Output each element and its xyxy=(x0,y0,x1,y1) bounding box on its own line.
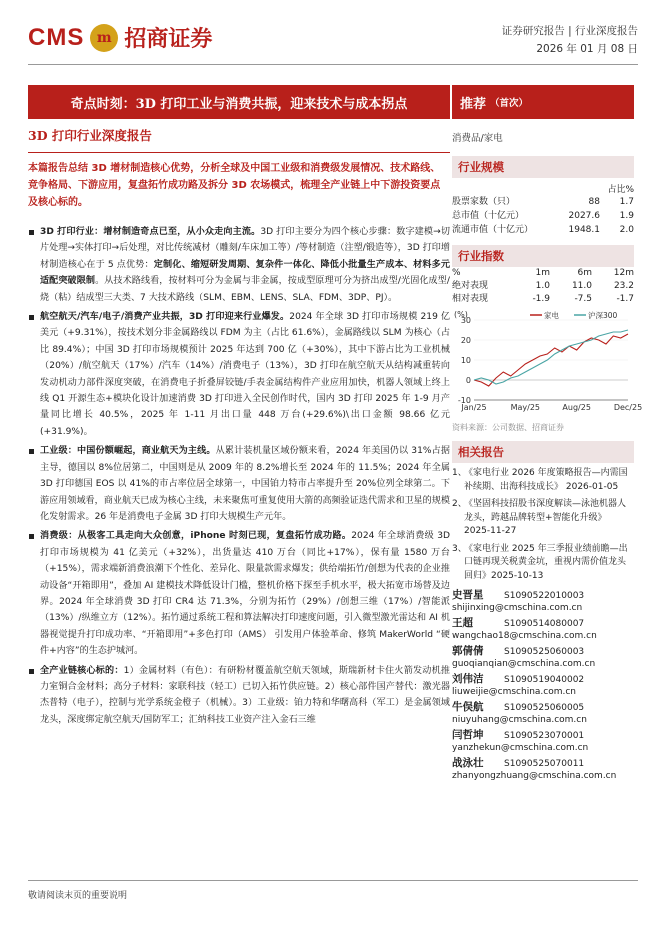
x-tick-label: Jan/25 xyxy=(461,403,487,412)
key-point-text: 1）金属材料（有色）：有研粉材覆盖航空航天领域，斯瑞新材卡住火箭发动机推力室铜合金材料；高分子材料：家联科技（轻工）已切入拓竹供应链。2）核心部件国产替代：激光器杰普特（电子），控制与光学系统金橙子（机械）。3）工业级：铂力特和华曙高科（军工）是金属领域龙头，深度绑定航空航天/国防军工；汇纳科技工业资产注入金石三维 xyxy=(40,665,450,725)
footer-divider xyxy=(28,880,638,881)
scale-value: 1948.1 xyxy=(568,225,600,235)
related-report-item[interactable]: 2、 《坚固科技招股书深度解读—泳池机器人龙头，跨越品牌转型+智能化升级》 2025-11-27 xyxy=(452,498,634,539)
key-point-text: 2024 年全球 3D 打印市场规模 219 亿美元（+9.31%），按技术划分非金属路线以 FDM 为主（占比 61.6%），金属路线以 SLM 为核心（占比 89.4%）；中国 3D 打印市场规模预计 2025 年达到 700 亿（+30%），其中下游占比为工业机械（20%）/航空航天（17%）/汽车（14%）/消费电子（13%），3D 打印在航空航天从结构减重转向发动机动力部件深度突破，在消费电子折叠屏铰链/手表金属结构件产业应用加快，机器人领域上终上线 Q1 开源生态+模块化设计加速消费 3D 打印进入全民创作时代，国内 3D 打印 2025 年 1-9 月产量同比增长 40.5%，2025 年 1-11 月出口量 448 万台(+29.6%)\出口金额 98.66 亿元(+31.9%)。 xyxy=(40,312,450,437)
perf-value: -7.5 xyxy=(574,294,592,304)
scale-row xyxy=(452,223,634,237)
scale-label: 股票家数（只） xyxy=(452,197,516,207)
scale-value: 2027.6 xyxy=(568,211,600,221)
perf-header-row xyxy=(452,267,634,280)
legend-label: 沪深300 xyxy=(588,311,618,320)
key-point xyxy=(28,663,450,729)
related-reports-heading: 相关报告 xyxy=(452,441,634,463)
perf-value: -1.7 xyxy=(616,294,634,304)
key-point xyxy=(28,309,450,440)
key-points xyxy=(28,224,450,731)
perf-value: 23.2 xyxy=(613,281,634,291)
analyst-email[interactable]: liuweijie@cmschina.com.cn xyxy=(452,687,577,697)
perf-col-6m: 6m xyxy=(577,268,592,278)
analyst-entry xyxy=(452,729,634,754)
analyst-list xyxy=(452,589,634,782)
scale-column-header: 占比% xyxy=(607,185,634,195)
related-report-item[interactable]: 1、 《家电行业 2026 年度策略报告—内需国补续期、出海科技成长》 2026-01-05 xyxy=(452,467,634,494)
index-chart xyxy=(452,308,643,420)
key-point xyxy=(28,528,450,659)
analyst-name: 史晋星 xyxy=(452,589,484,601)
key-point-text: 3D 打印主要分为四个核心步骤：数字建模→切片处理→实体打印→后处理，对比传统减材（雕刻/车床加工等）/等材制造（注塑/锻造等），3D 打印增材制造核心在于 5 点优势： xyxy=(40,227,450,270)
perf-value: 1.0 xyxy=(535,281,550,291)
scale-pct: 1.9 xyxy=(619,211,634,221)
analyst-id: S1090525070011 xyxy=(504,759,585,769)
key-point-text: 2024 年全球消费级 3D 打印市场规模为 41 亿美元（+32%），出货量达 410 万台（同比+17%），保有量 1580 万台（+15%），需求端新消费浪潮下个性化、差异化、限量款需求爆发；供给端拓竹/创想为代表的企业推动设备“开箱即用”，叠加 AI 建模技术降低设计门槛，整机价格下探至手机水平，极大拓宽市场替及边界。2024 年全球消费 3D 打印 CR4 达 71.3%，分别为拓竹（29%）/创想三维（17%）/智能派（13%）/纵维立方（12%）。拓竹通过系统工程和算法解决打印速度问题，引入微型激光雷达和 AI 机器视觉提升打印成功率、“开箱即用”+多色打印（AMS） 引发用户体验革命、修筑 MakerWorld “硬件+内容”的生态护城河。 xyxy=(40,531,451,657)
scale-pct: 2.0 xyxy=(619,225,634,235)
x-tick-label: Aug/25 xyxy=(562,403,591,412)
analyst-name: 闫哲坤 xyxy=(452,729,484,741)
perf-row-relative xyxy=(452,293,634,306)
y-tick-label: -10 xyxy=(457,396,471,405)
analyst-name: 牛俣航 xyxy=(452,701,484,713)
analyst-entry xyxy=(452,645,634,670)
key-point-text: 从累计装机量区域份额来看，2024 年美国仍以 31%占据主导，德国以 8%位居第二，中国则是从 2009 年的 8.2%增长至 2024 年的 11.5%；2024 年全属 3D 打印德国 EOS 以 41%的市占率位居全球第一，中国铂力特市占率提升至 20%位列全球第二。下游应用领域看，商业航天已成为核心主线，未来聚焦可重复使用大箭的高频验证迭代需求和卫星的规模化发射需求。26 年是消费电子金属 3D 打印大规模生产元年。 xyxy=(40,446,450,522)
y-tick-label: 10 xyxy=(460,356,471,365)
related-report-title: 《家电行业 2026 年度策略报告—内需国补续期、出海科技成长》 2026-01-05 xyxy=(464,468,628,492)
analyst-id: S1090514080007 xyxy=(504,619,585,629)
report-summary: 本篇报告总结 3D 增材制造核心优势，分析全球及中国工业级和消费级发展情况、技术路线、竞争格局、下游应用，复盘拓竹成功路及拆分 3D 农场模式，梳理全产业链上中下游投资要点及核心标的。 xyxy=(28,163,441,208)
analyst-id: S1090519040002 xyxy=(504,675,585,685)
scale-row xyxy=(452,195,634,209)
key-point-lead: 全产业链核心标的： xyxy=(40,665,124,676)
footer-disclaimer: 敬请阅读末页的重要说明 xyxy=(28,891,128,901)
legend-label: 家电 xyxy=(544,311,559,320)
perf-col-12m: 12m xyxy=(613,268,634,278)
analyst-email[interactable]: yanzhekun@cmschina.com.cn xyxy=(452,743,589,753)
report-type: 证券研究报告 | 行业深度报告 xyxy=(501,25,638,37)
perf-value: 11.0 xyxy=(571,281,592,291)
analyst-name: 郭倩倩 xyxy=(452,645,484,657)
scale-pct: 1.7 xyxy=(619,197,634,207)
perf-value: -1.9 xyxy=(532,294,550,304)
key-point-lead: 消费级：从极客工具走向大众创意，iPhone 时刻已现，复盘拓竹成功路。 xyxy=(40,531,352,542)
analyst-email[interactable]: guoqianqian@cmschina.com.cn xyxy=(452,659,596,669)
y-tick-label: 20 xyxy=(460,336,471,345)
related-reports-list xyxy=(452,467,634,583)
analyst-id: S1090525060003 xyxy=(504,647,585,657)
scale-label: 流通市值（十亿元） xyxy=(452,225,534,235)
analyst-email[interactable]: wangchao18@cmschina.com.cn xyxy=(452,631,597,641)
key-point-lead: 工业级：中国份额崛起，商业航天为主线。 xyxy=(40,446,216,457)
key-point xyxy=(28,443,450,525)
analyst-entry xyxy=(452,757,634,782)
report-title: 奇点时刻：3D 打印工业与消费共振，迎来技术与成本拐点 xyxy=(28,85,450,119)
recommendation-note: （首次） xyxy=(490,98,529,109)
analyst-entry xyxy=(452,617,634,642)
related-report-title: 《家电行业 2025 年三季报业绩前瞻—出口链再现关税黄金坑，重视内需价值龙头回归》2025-10-13 xyxy=(464,543,628,581)
scale-label: 总市值（十亿元） xyxy=(452,211,525,221)
sidebar xyxy=(452,148,643,785)
perf-col-unit: % xyxy=(452,268,461,278)
analyst-name: 刘伟洁 xyxy=(452,673,484,685)
x-tick-label: May/25 xyxy=(510,403,541,412)
index-line-chart xyxy=(452,308,643,416)
logo-emblem-icon: m xyxy=(90,24,118,52)
perf-col-1m: 1m xyxy=(535,268,550,278)
key-point-lead: 3D 打印行业：增材制造奇点已至，从小众走向主流。 xyxy=(40,227,261,237)
logo-chinese-name: 招商证券 xyxy=(124,26,213,52)
analyst-email[interactable]: shijinxing@cmschina.com.cn xyxy=(452,603,583,613)
recommendation-label: 推荐 xyxy=(460,96,487,112)
key-point-emphasis: 定制化、缩短研发周期、复杂件一体化、降低小批量生产成本、材料多元适配突破限制 xyxy=(40,259,450,287)
header-divider xyxy=(28,64,638,65)
report-date: 2026 年 01 月 08 日 xyxy=(536,43,638,55)
analyst-email[interactable]: niuyuhang@cmschina.com.cn xyxy=(452,715,587,725)
analyst-name: 战泳壮 xyxy=(452,757,484,769)
industry-index-heading: 行业指数 xyxy=(452,245,634,267)
analyst-id: S1090525060005 xyxy=(504,703,585,713)
perf-label: 相对表现 xyxy=(452,294,489,304)
header-meta xyxy=(502,22,638,58)
industry-scale-heading: 行业规模 xyxy=(452,156,634,178)
analyst-id: S1090523070001 xyxy=(504,731,585,741)
report-subtitle: 3D 打印行业深度报告 xyxy=(28,126,450,153)
perf-label: 绝对表现 xyxy=(452,281,489,291)
analyst-id: S1090522010003 xyxy=(504,591,585,601)
analyst-email[interactable]: zhanyongzhuang@cmschina.com.cn xyxy=(452,771,617,781)
recommendation-badge xyxy=(452,85,634,119)
x-tick-label: Dec/25 xyxy=(613,403,643,412)
related-report-title: 《坚固科技招股书深度解读—泳池机器人龙头，跨越品牌转型+智能化升级》 2025-11-27 xyxy=(464,499,627,536)
key-point xyxy=(28,224,450,306)
logo-cms: CMS xyxy=(28,23,85,51)
key-point-lead: 航空航天/汽车/电子/消费产业共振，3D 打印迎来行业爆发。 xyxy=(40,312,290,323)
perf-row-absolute xyxy=(452,280,634,293)
series-line-1 xyxy=(474,330,628,384)
key-point-text: 。从技术路线看，按材料可分为金属与非金属，按成型原理可分为挤出成型/光固化成型/烧（粘）结成型三大类、7 大技术路线（SLM、EBM、LENS、SLA、FDM、3DP、PJ）。 xyxy=(40,276,450,303)
company-logo xyxy=(28,22,212,53)
analyst-name: 王超 xyxy=(452,617,473,629)
y-unit-label: (%) xyxy=(454,310,468,319)
analyst-entry xyxy=(452,673,634,698)
analyst-entry xyxy=(452,701,634,726)
analyst-entry xyxy=(452,589,634,614)
sector-label: 消费品/家电 xyxy=(452,133,503,144)
scale-value: 88 xyxy=(588,197,600,207)
y-tick-label: 30 xyxy=(460,316,471,325)
page-header xyxy=(0,0,662,80)
scale-row xyxy=(452,209,634,223)
chart-source: 资料来源：公司数据、招商证券 xyxy=(452,423,564,432)
y-tick-label: 0 xyxy=(465,376,471,385)
related-report-item[interactable]: 3、 《家电行业 2025 年三季报业绩前瞻—出口链再现关税黄金坑，重视内需价值龙头回归》2025-10-13 xyxy=(452,543,634,584)
